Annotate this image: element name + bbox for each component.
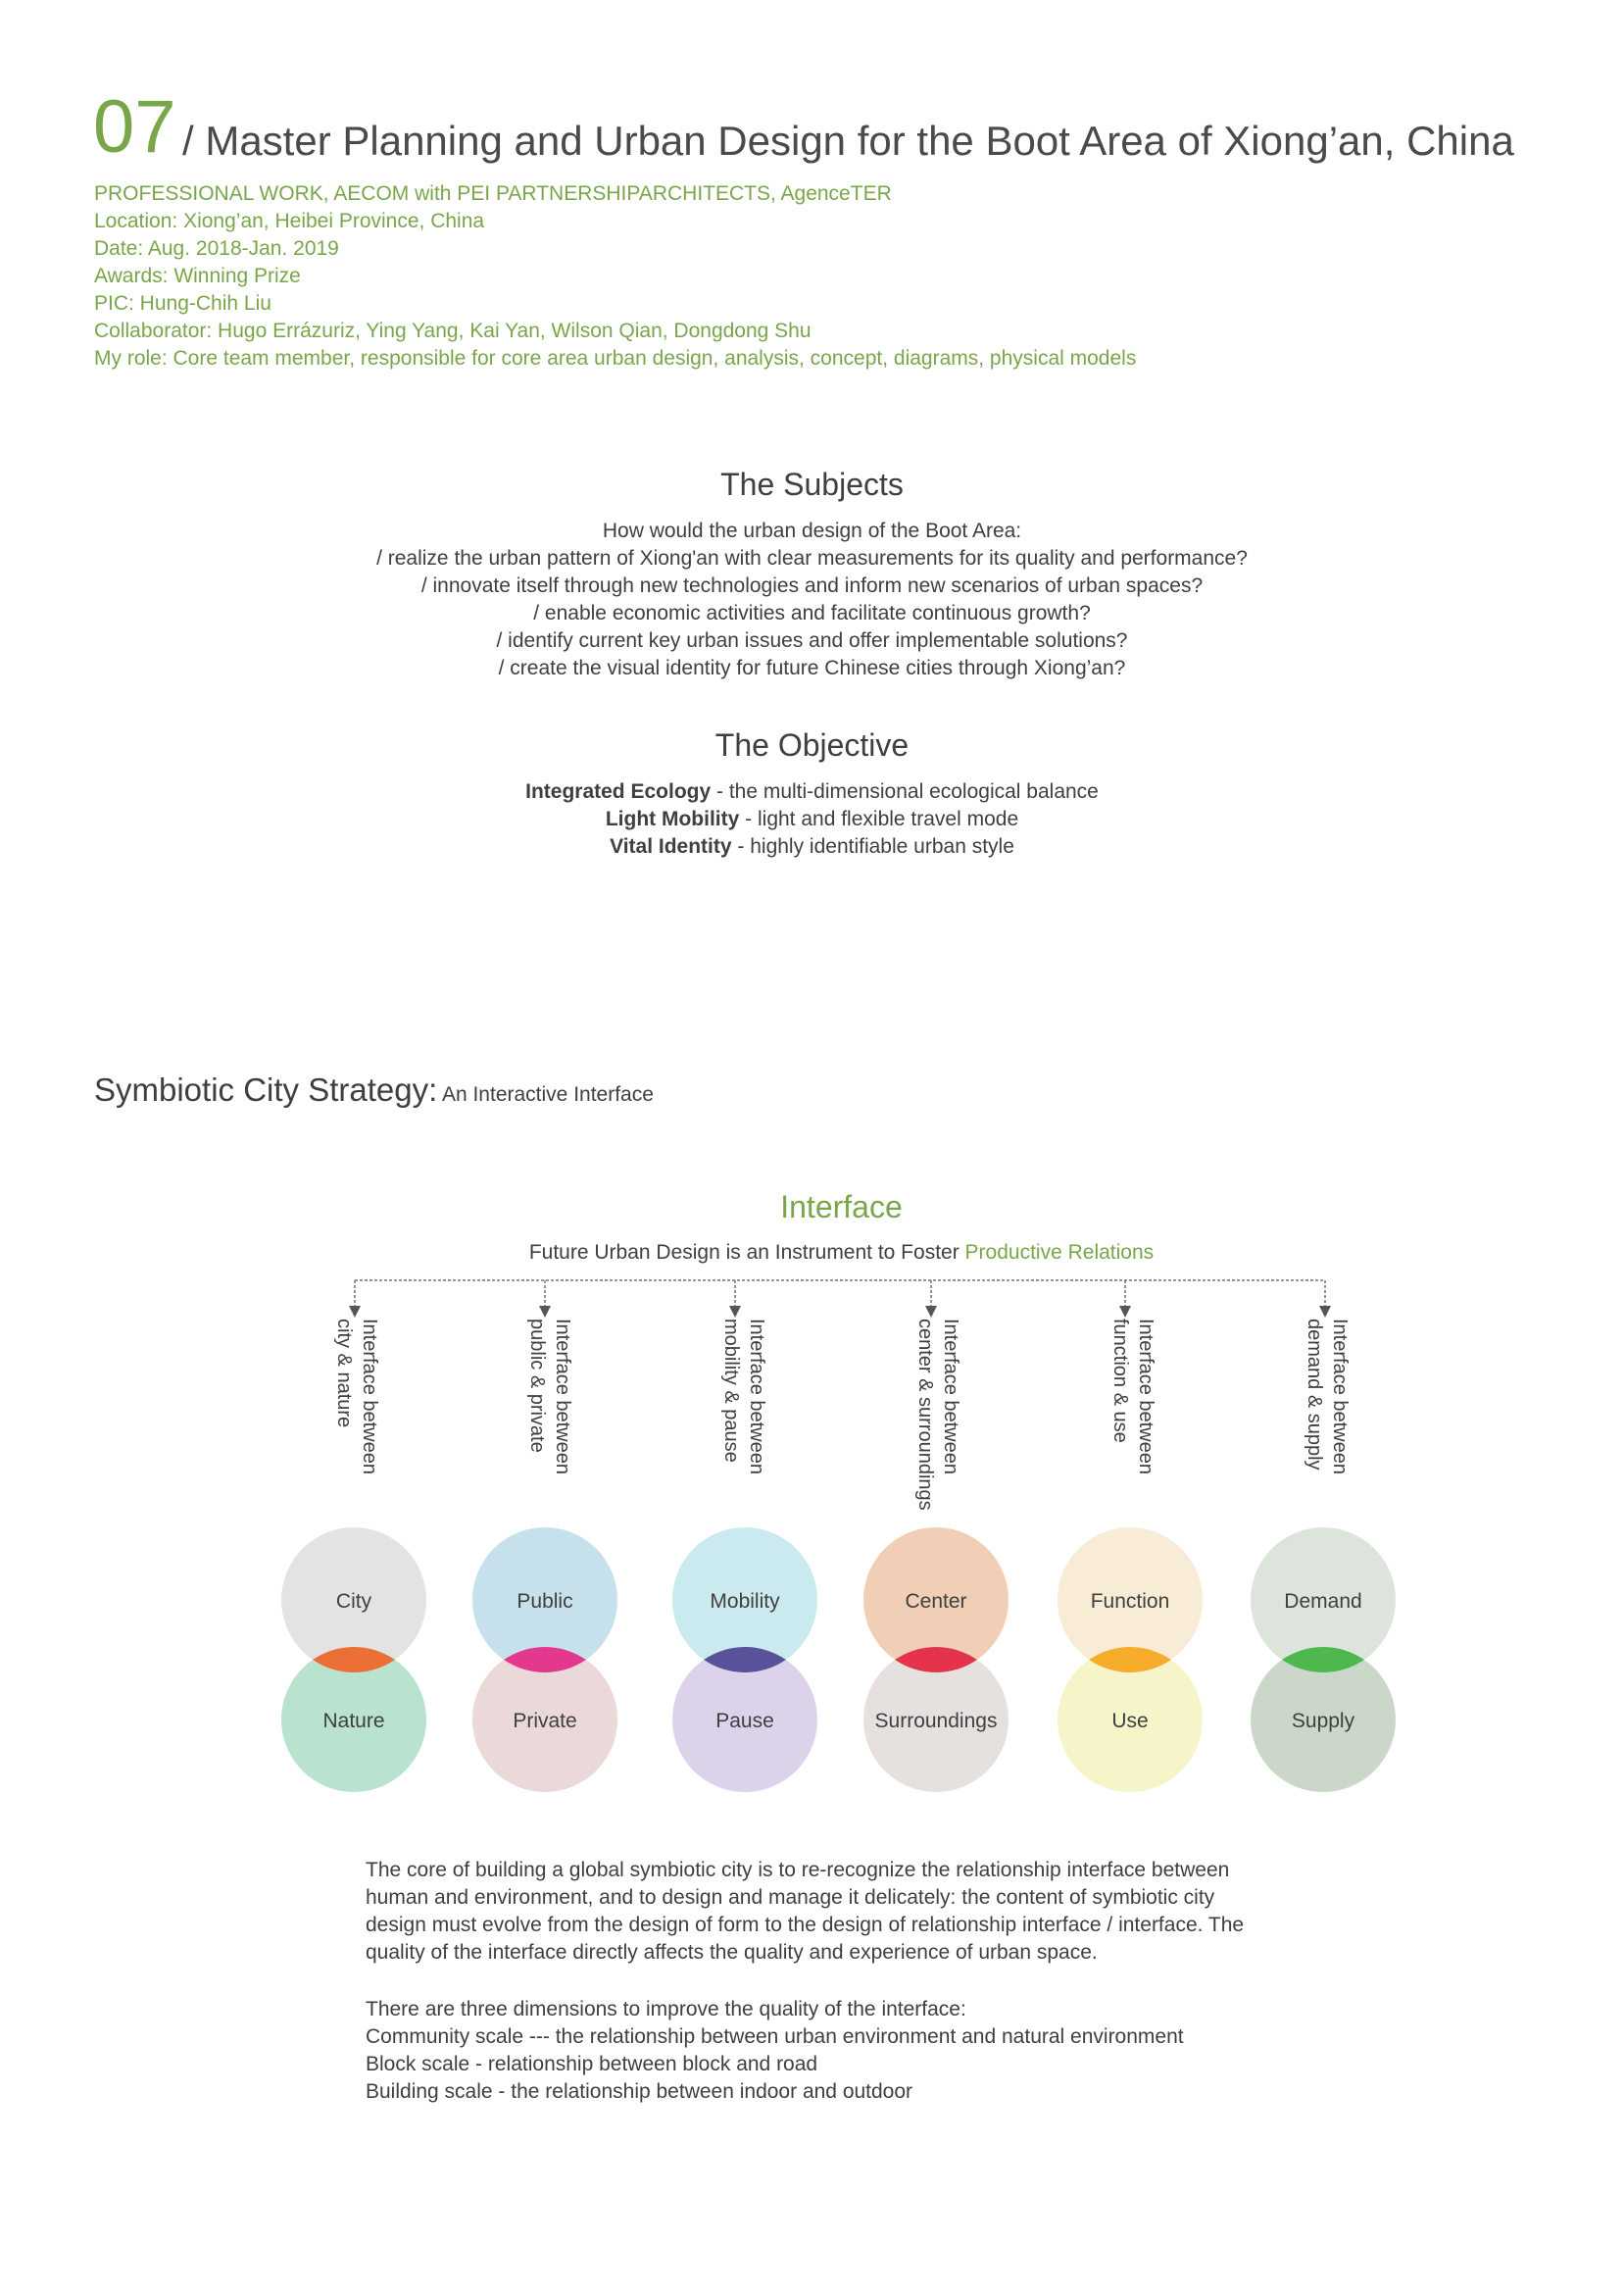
meta-line: PROFESSIONAL WORK, AECOM with PEI PARTNERSHIPARCHITECTS, AgenceTER bbox=[94, 182, 892, 205]
tagline-accent: Productive Relations bbox=[964, 1241, 1155, 1264]
dimensions-line: Community scale --- the relationship between urban environment and natural environment bbox=[366, 2025, 1184, 2048]
venn-top-label: Mobility bbox=[710, 1590, 780, 1613]
meta-line: Date: Aug. 2018-Jan. 2019 bbox=[94, 237, 339, 260]
paragraph-line: The core of building a global symbiotic city is to re-recognize the relationship interface between bbox=[366, 1859, 1230, 1881]
venn-bottom-label: Nature bbox=[322, 1710, 385, 1732]
venn-pair bbox=[672, 1527, 817, 1792]
interface-label-line2: city & nature bbox=[333, 1319, 355, 1428]
venn-top-label: Function bbox=[1090, 1590, 1170, 1613]
interface-label-line1: Interface between bbox=[1329, 1319, 1351, 1474]
meta-line: My role: Core team member, responsible for core area urban design, analysis, concept, diagrams, physical models bbox=[94, 347, 1137, 370]
interface-label-line2: function & use bbox=[1109, 1319, 1131, 1443]
interface-label-line1: Interface between bbox=[746, 1319, 767, 1474]
objective-desc: - light and flexible travel mode bbox=[739, 808, 1019, 830]
venn-pair bbox=[472, 1527, 617, 1792]
interface-title: Interface bbox=[780, 1189, 903, 1224]
interface-label-line2: demand & supply bbox=[1304, 1319, 1325, 1471]
subjects-line: / identify current key urban issues and offer implementable solutions? bbox=[496, 629, 1128, 652]
interface-label-line1: Interface between bbox=[940, 1319, 961, 1474]
tagline-text: Future Urban Design is an Instrument to Foster bbox=[528, 1241, 965, 1264]
venn-pair bbox=[863, 1527, 1009, 1792]
objective-heading: The Objective bbox=[714, 727, 910, 763]
venn-top-label: City bbox=[335, 1590, 372, 1613]
subjects-heading: The Subjects bbox=[720, 467, 904, 502]
project-number: 07 bbox=[93, 85, 176, 169]
subjects-line: / create the visual identity for future Chinese cities through Xiong’an? bbox=[498, 657, 1126, 679]
description-paragraph bbox=[366, 1857, 1244, 1967]
meta-line: Location: Xiong’an, Heibei Province, China bbox=[94, 210, 485, 232]
strategy-main-title: Symbiotic City Strategy: bbox=[94, 1072, 438, 1108]
venn-bottom-label: Use bbox=[1111, 1710, 1149, 1732]
subjects-line: / innovate itself through new technologies and inform new scenarios of urban spaces? bbox=[420, 574, 1204, 597]
objective-term: Integrated Ecology bbox=[525, 780, 712, 803]
strategy-subtitle: An Interactive Interface bbox=[437, 1083, 654, 1106]
dimensions-line: Building scale - the relationship between indoor and outdoor bbox=[366, 2080, 913, 2103]
objective-term: Light Mobility bbox=[605, 808, 740, 830]
interface-label-line2: center & surroundings bbox=[914, 1319, 936, 1511]
subjects-line: / enable economic activities and facilitate continuous growth? bbox=[533, 602, 1091, 624]
interface-label-line2: mobility & pause bbox=[720, 1319, 742, 1463]
venn-pair bbox=[281, 1527, 426, 1792]
venn-bottom-label: Private bbox=[513, 1710, 577, 1732]
interface-label-line2: public & private bbox=[526, 1319, 548, 1453]
meta-line: Collaborator: Hugo Errázuriz, Ying Yang, Kai Yan, Wilson Qian, Dongdong Shu bbox=[94, 320, 812, 342]
venn-diagram bbox=[0, 1510, 1624, 1823]
objective-desc: - highly identifiable urban style bbox=[731, 835, 1014, 858]
meta-line: PIC: Hung-Chih Liu bbox=[94, 292, 271, 315]
subjects-line: / realize the urban pattern of Xiong'an with clear measurements for its quality and performance? bbox=[376, 547, 1248, 570]
objective-desc: - the multi-dimensional ecological balance bbox=[711, 780, 1099, 803]
interface-label-line1: Interface between bbox=[359, 1319, 380, 1474]
venn-top-label: Center bbox=[905, 1590, 967, 1613]
venn-bottom-label: Supply bbox=[1291, 1710, 1355, 1732]
paragraph-line: quality of the interface directly affects the quality and experience of urban space. bbox=[366, 1941, 1098, 1964]
objective-term: Vital Identity bbox=[610, 835, 732, 858]
venn-top-label: Demand bbox=[1284, 1590, 1362, 1613]
dimensions-line: There are three dimensions to improve the quality of the interface: bbox=[366, 1998, 966, 2020]
venn-bottom-label: Pause bbox=[715, 1710, 774, 1732]
paragraph-line: design must evolve from the design of form to the design of relationship interface / interface. The bbox=[366, 1914, 1245, 1936]
dimensions-list bbox=[366, 1996, 1184, 2106]
interface-label-line1: Interface between bbox=[1135, 1319, 1156, 1474]
venn-bottom-label: Surroundings bbox=[874, 1710, 998, 1732]
meta-line: Awards: Winning Prize bbox=[94, 265, 301, 287]
paragraph-line: human and environment, and to design and manage it delicately: the content of symbiotic city bbox=[366, 1886, 1215, 1909]
dimensions-line: Block scale - relationship between block and road bbox=[366, 2053, 818, 2075]
project-title: / Master Planning and Urban Design for the Boot Area of Xiong’an, China bbox=[182, 118, 1514, 164]
subjects-line: How would the urban design of the Boot Area: bbox=[602, 520, 1022, 542]
interface-label-line1: Interface between bbox=[552, 1319, 573, 1474]
venn-pair bbox=[1251, 1527, 1396, 1792]
venn-top-label: Public bbox=[517, 1590, 573, 1613]
venn-pair bbox=[1058, 1527, 1203, 1792]
